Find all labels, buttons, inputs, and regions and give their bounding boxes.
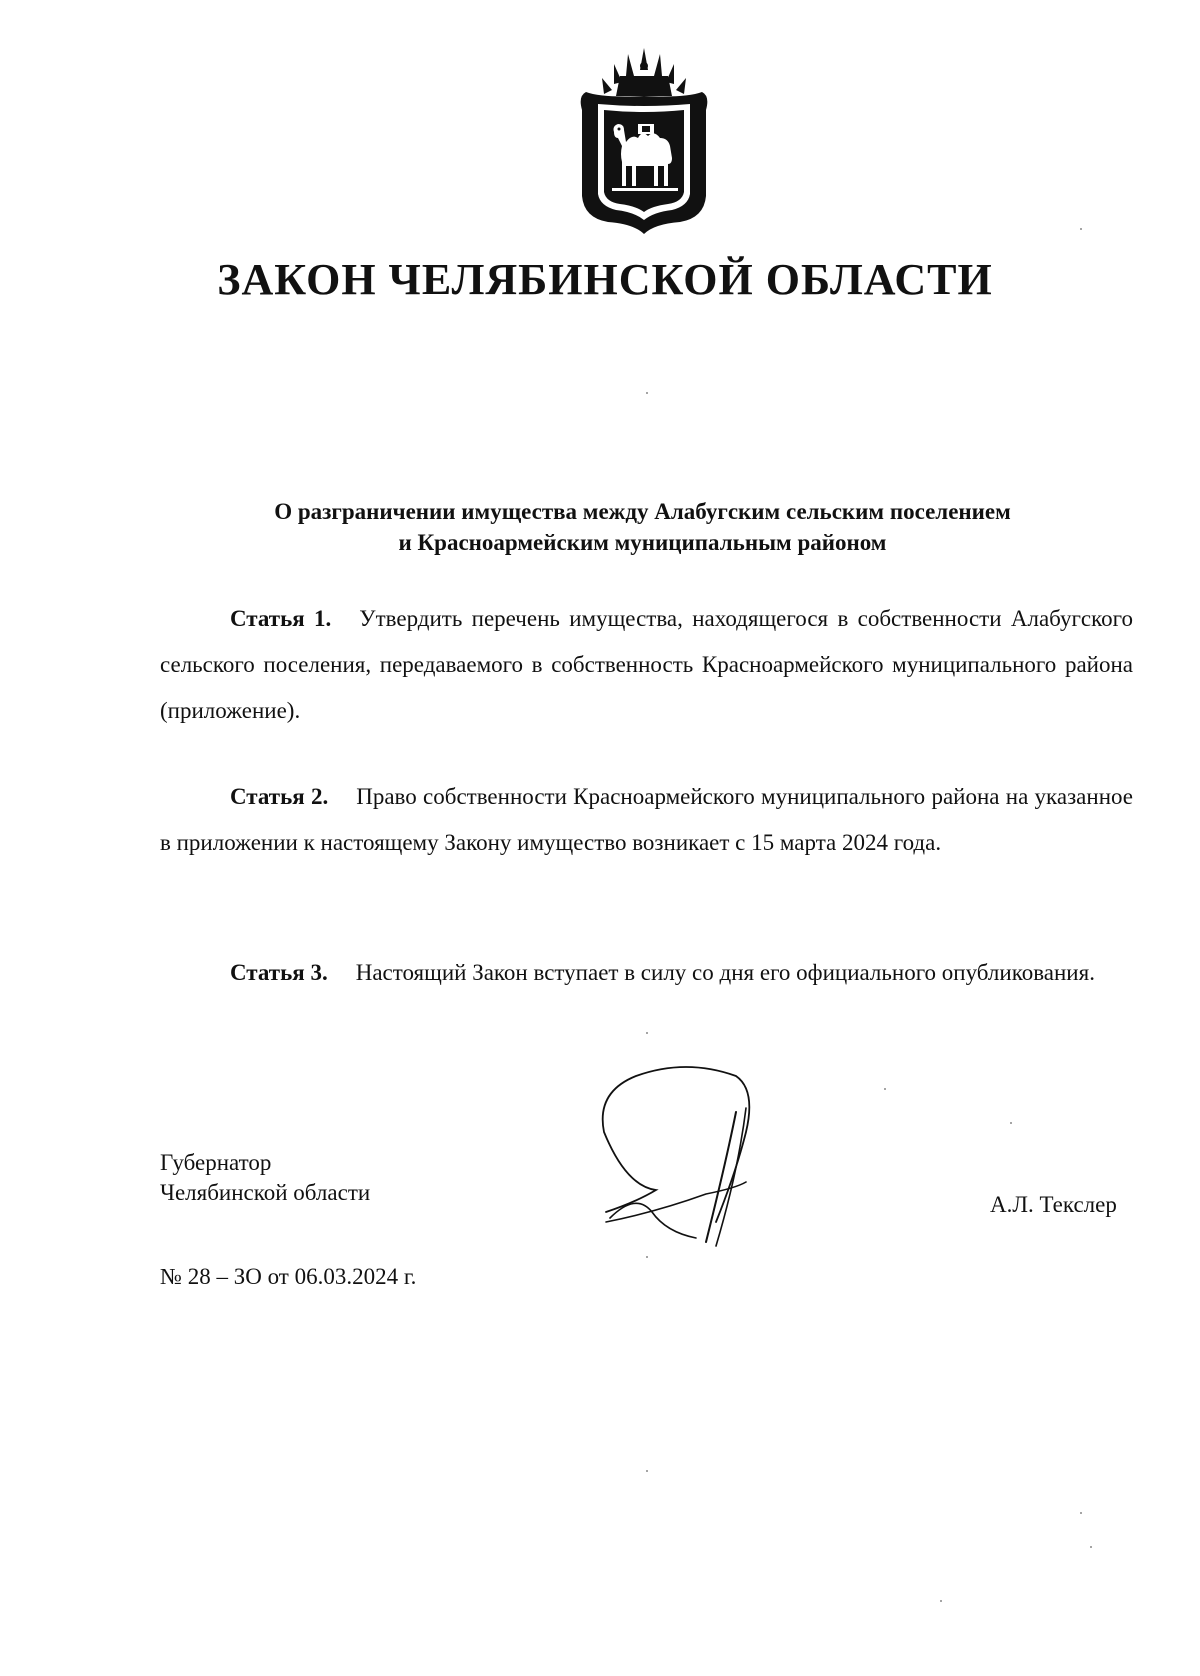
signer-name: А.Л. Текслер — [990, 1192, 1117, 1217]
scan-speck — [646, 392, 648, 394]
law-number-and-date: № 28 – ЗО от 06.03.2024 г. — [160, 1264, 417, 1289]
article-1-label: Статья 1. — [230, 606, 332, 631]
law-heading-line-1: О разграничении имущества между Алабугским сельским поселением — [274, 499, 1011, 524]
law-heading — [150, 496, 1135, 558]
article-2 — [160, 774, 1133, 866]
article-3 — [160, 950, 1133, 996]
article-1 — [160, 596, 1133, 734]
law-heading-line-2: и Красноармейским муниципальным районом — [398, 530, 887, 555]
scan-speck — [1010, 1122, 1012, 1124]
document-title: ЗАКОН ЧЕЛЯБИНСКОЙ ОБЛАСТИ — [217, 255, 993, 304]
scan-speck — [646, 1256, 648, 1258]
article-3-text: Настоящий Закон вступает в силу со дня его официального опубликования. — [355, 960, 1095, 985]
scan-speck — [884, 1088, 886, 1090]
article-1-text: Утвердить перечень имущества, находящегося в собственности Алабугского сельского поселения, передаваемого в собственность Красноармейского муниципального района (приложение). — [160, 606, 1133, 723]
chelyabinsk-coat-of-arms-icon — [568, 46, 720, 236]
scan-speck — [646, 1032, 648, 1034]
article-2-label: Статья 2. — [230, 784, 329, 809]
article-2-text: Право собственности Красноармейского муниципального района на указанное в приложении к настоящему Закону имущество возникает с 15 марта 2024 года. — [160, 784, 1133, 855]
scan-speck — [646, 1470, 648, 1472]
handwritten-signature-icon — [596, 1062, 766, 1252]
signer-position-line-2: Челябинской области — [160, 1180, 371, 1205]
scan-speck — [1080, 228, 1082, 230]
scan-speck — [1090, 1546, 1092, 1548]
article-3-label: Статья 3. — [230, 960, 328, 985]
scan-speck — [1080, 1512, 1082, 1514]
signer-position — [160, 1148, 370, 1208]
scan-speck — [940, 1600, 942, 1602]
signer-position-line-1: Губернатор — [160, 1150, 272, 1175]
